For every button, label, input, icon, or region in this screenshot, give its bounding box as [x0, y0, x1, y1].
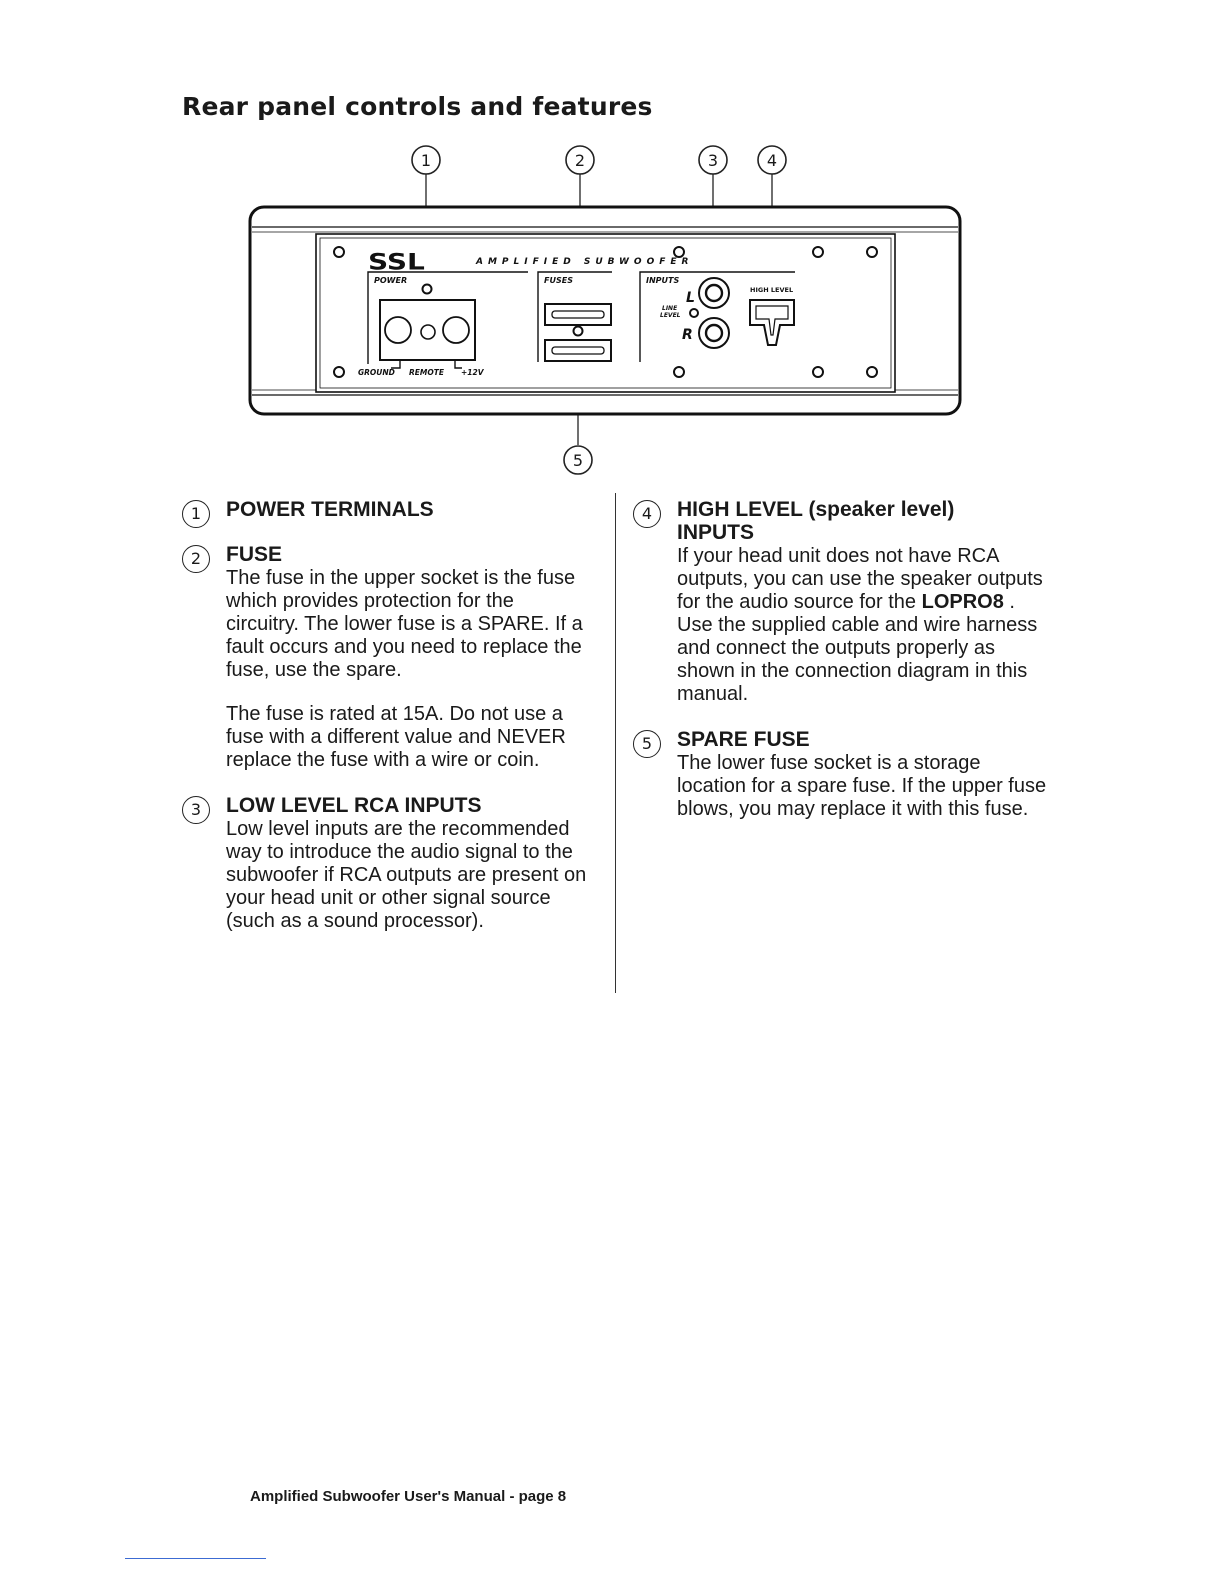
- item-number-4: 4: [633, 500, 661, 528]
- left-column: [182, 498, 592, 955]
- right-column: [633, 498, 1053, 843]
- item-title-line: INPUTS: [677, 521, 755, 544]
- rear-panel-diagram: [0, 0, 1224, 490]
- item-paragraph: The fuse is rated at 15A. Do not use a fuse with a different value and NEVER replace the fuse with a wire or coin.: [226, 703, 566, 771]
- callout-1: [412, 146, 440, 174]
- svg-text:L: L: [686, 290, 695, 306]
- page-title: Rear panel controls and features: [182, 92, 653, 121]
- svg-text:+12V: +12V: [461, 368, 484, 377]
- brand-tagline: AMPLIFIED SUBWOOFER: [476, 257, 694, 267]
- item-low-level-rca-inputs: [182, 794, 592, 933]
- item-paragraph: [677, 545, 1053, 706]
- item-paragraph: The fuse in the upper socket is the fuse which provides protection for the circuitry. The lower fuse is a SPARE. If a fault occurs and you need to replace the fuse, use the spare.: [226, 567, 583, 681]
- svg-text:3: 3: [707, 151, 719, 170]
- page-footer: Amplified Subwoofer User's Manual - page 8: [250, 1488, 567, 1505]
- callout-5: [564, 446, 592, 474]
- brand-logo: SSL: [368, 248, 425, 275]
- svg-text:LINE: LINE: [662, 305, 678, 312]
- item-number-1: 1: [182, 500, 210, 528]
- svg-text:HIGH LEVEL: HIGH LEVEL: [750, 286, 794, 294]
- item-fuse: [182, 543, 592, 772]
- item-number-5: 5: [633, 730, 661, 758]
- item-title-line: HIGH LEVEL (speaker level): [677, 498, 955, 521]
- svg-text:POWER: POWER: [374, 276, 408, 285]
- svg-text:REMOTE: REMOTE: [409, 368, 444, 377]
- item-title: LOW LEVEL RCA INPUTS: [226, 794, 482, 817]
- item-paragraph: Low level inputs are the recommended way to introduce the audio signal to the subwoofer if RCA outputs are present on your head unit or other signal source (such as a sound processor).: [226, 818, 587, 932]
- item-title: FUSE: [226, 543, 283, 566]
- body-text: . Use the supplied cable and wire harness and connect the outputs properly as shown in the connection diagram in this manual.: [677, 591, 1038, 705]
- callout-4: [758, 146, 786, 174]
- item-title: [677, 498, 1053, 544]
- callout-2: [566, 146, 594, 174]
- item-spare-fuse: [633, 728, 1053, 821]
- item-number-3: 3: [182, 796, 210, 824]
- item-power-terminals: [182, 498, 592, 521]
- svg-text:1: 1: [420, 151, 432, 170]
- svg-text:LEVEL: LEVEL: [660, 312, 681, 319]
- svg-text:2: 2: [574, 151, 586, 170]
- item-title: SPARE FUSE: [677, 728, 810, 751]
- product-code: LOPRO8: [921, 591, 1004, 613]
- item-title: POWER TERMINALS: [226, 498, 434, 521]
- svg-text:R: R: [682, 327, 693, 343]
- svg-text:GROUND: GROUND: [358, 368, 395, 377]
- body-text: If your head unit does not have RCA outputs, you can use the speaker outputs for the audio source for the: [677, 545, 1043, 613]
- item-paragraph: The lower fuse socket is a storage location for a spare fuse. If the upper fuse blows, you may replace it with this fuse.: [677, 752, 1047, 820]
- callout-3: [699, 146, 727, 174]
- svg-text:5: 5: [572, 451, 584, 470]
- svg-text:FUSES: FUSES: [544, 276, 573, 285]
- item-high-level-inputs: [633, 498, 1053, 706]
- footnote-rule: [125, 1558, 266, 1559]
- item-number-2: 2: [182, 545, 210, 573]
- svg-text:4: 4: [766, 151, 778, 170]
- column-divider: [615, 493, 616, 993]
- svg-text:INPUTS: INPUTS: [646, 276, 680, 285]
